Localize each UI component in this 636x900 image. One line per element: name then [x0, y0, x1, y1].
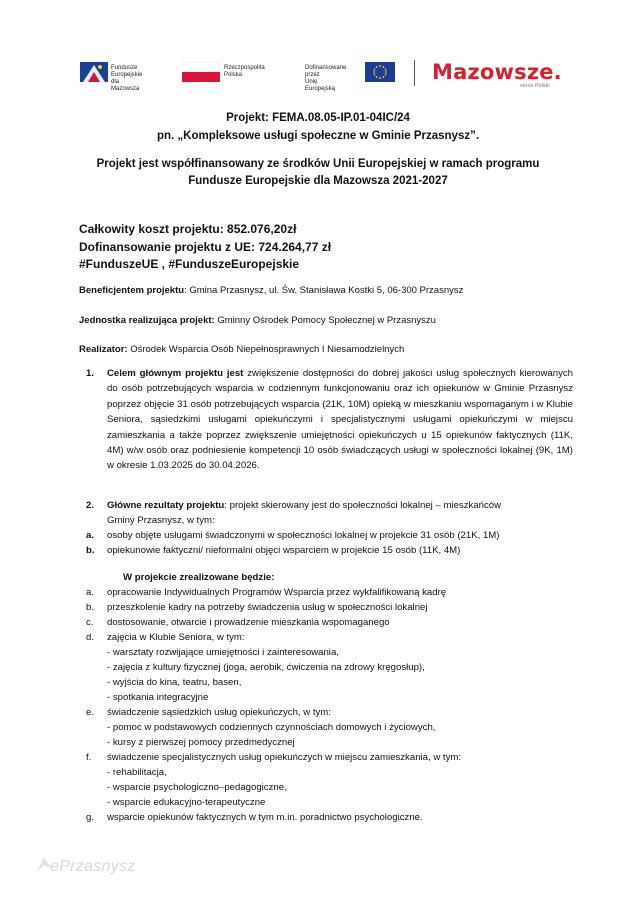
realized-d-sub-4: - spotkania integracyjne	[107, 692, 209, 703]
result-text-a: osoby objęte usługami świadczonymi w społeczności lokalnej w projekcie 31 osób (21K, 1M)	[107, 530, 500, 541]
project-code: Projekt: FEMA.08.05-IP.01-04IC/24	[226, 112, 410, 124]
eu-logo-line1: Dofinansowane przez	[305, 65, 347, 78]
item-1-text: zwiększenie dostępności do dobrej jakości usług społecznych kierowanych do osób potrzebujących wsparcia w codziennym funkcjonowaniu oraz ich opiekunów w Gminie Przasnysz poprzez objęcie 31 osób potrzebujących wsparcia (21K, 10M) opieką w mieszkaniu wspomaganym i w Klubie Seniora, sąsiedzkimi usługami opiekuńczymi i specjalistycznymi usługami opiekuńczymi w miejscu zamieszkania a także poprzez zwiększenie umiejętności opiekuńczych u 15 opiekunów faktycznych (11K, 4M) w/w osób oraz podniesienie kompetencji 10 osób świadczących usługi w społeczności lokalnej (9K, 1M) w okresie 1.03.2025 do 30.04.2026.	[107, 368, 573, 472]
result-text-b: opiekunowie faktyczni/ nieformalni objęci wsparciem w projekcie 15 osób (11K, 4M)	[107, 545, 461, 556]
item-2-label: Główne rezultaty projektu	[107, 500, 225, 511]
realized-marker-g: g.	[86, 812, 95, 823]
realized-marker-d: d.	[86, 632, 95, 643]
fe-emblem-icon	[80, 62, 108, 82]
realized-text-b: przeszkolenie kadry na potrzeby świadczenia usług w społeczności lokalnej	[107, 602, 428, 613]
realized-text-f: świadczenie specjalistycznych usług opiekuńczych w miejscu zamieszkania, w tym:	[107, 752, 462, 763]
realized-f-sub-1: - rehabilitacja,	[107, 767, 167, 778]
eu-funding: Dofinansowanie projektu z UE: 724.264,77 zł	[79, 240, 332, 254]
fe-logo-line1: Fundusze Europejskie	[111, 65, 143, 78]
realized-d-sub-2: - zajęcia z kultury fizycznej (joga, aerobik, ćwiczenia na zdrowy kręgosłup),	[107, 662, 425, 673]
mazowsze-tagline: serce Polski	[520, 83, 550, 89]
rp-logo-line1: Rzeczpospolita	[224, 65, 265, 71]
item-2-number: 2.	[86, 500, 95, 511]
eu-flag-icon	[365, 62, 395, 82]
implementing-unit-row	[79, 315, 579, 326]
item-2-line1: : projekt skierowany jest do społeczności lokalnej – mieszkańców	[224, 500, 502, 511]
fe-logo-line2: dla Mazowsza	[111, 79, 140, 92]
watermark-text: ePrzasnysz	[50, 858, 136, 875]
hashtags: #FunduszeUE , #FunduszeEuropejskie	[79, 257, 300, 271]
item-1-paragraph	[107, 366, 573, 474]
realized-text-g: wsparcie opiekunów faktycznych w tym m.in. poradnictwo psychologiczne.	[107, 812, 423, 823]
realized-e-sub-2: - kursy z pierwszej pomocy przedmedycznej	[107, 737, 295, 748]
eu-logo-line2: Unię Europejską	[305, 79, 336, 92]
realized-text-d: zajęcia w Klubie Seniora, w tym:	[107, 632, 245, 643]
result-marker-b: b.	[86, 545, 95, 556]
beneficiary-row	[79, 285, 579, 296]
implementing-unit-label: Jednostka realizująca projekt:	[79, 315, 215, 326]
result-marker-a: a.	[86, 530, 95, 541]
beneficiary-value: : Gmina Przasnysz, ul. Św. Stanisława Kostki 5, 06-300 Przasnysz	[184, 285, 464, 296]
logo-divider	[414, 60, 415, 86]
cofinancing-line-1: Projekt jest współfinansowany ze środków Unii Europejskiej w ramach programu	[96, 158, 540, 170]
realizator-label: Realizator:	[79, 344, 128, 355]
item-1-label: Celem głównym projektu jest	[107, 368, 244, 379]
realized-marker-e: e.	[86, 707, 95, 718]
realized-heading: W projekcie zrealizowane będzie:	[123, 572, 275, 583]
project-name: pn. „Kompleksowe usługi społeczne w Gminie Przasnysz”.	[156, 130, 480, 142]
realizator-value: Ośrodek Wsparcia Osób Niepełnosprawnych I Niesamodzielnych	[127, 344, 405, 355]
realized-marker-b: b.	[86, 602, 95, 613]
rzeczpospolita-polska-logo	[182, 62, 265, 87]
polish-flag-icon	[182, 62, 220, 82]
realized-text-c: dostosowanie, otwarcie i prowadzenie mieszkania wspomaganego	[107, 617, 390, 628]
realized-d-sub-1: - warsztaty rozwijające umiejętności i zainteresowania,	[107, 647, 339, 658]
realized-marker-c: c.	[86, 617, 94, 628]
mazowsze-logo-text: Mazowsze.	[432, 60, 562, 84]
realized-marker-f: f.	[86, 752, 92, 763]
realized-marker-a: a.	[86, 587, 95, 598]
item-1-number: 1.	[86, 368, 95, 379]
total-cost: Całkowity koszt projektu: 852.076,20zł	[79, 222, 297, 236]
item-2-first-line	[107, 500, 501, 511]
rp-logo-line2: Polska	[224, 72, 243, 78]
realized-text-e: świadczenie sąsiedzkich usług opiekuńczych, w tym:	[107, 707, 331, 718]
item-2-second-line: Gminy Przasnysz, w tym:	[107, 515, 215, 526]
fundusze-europejskie-logo	[80, 62, 143, 92]
realized-e-sub-1: - pomoc w podstawowych codziennych czynnościach domowych i życiowych,	[107, 722, 436, 733]
realized-d-sub-3: - wyjścia do kina, teatru, basen,	[107, 677, 242, 688]
logo-bar	[0, 50, 636, 110]
realized-f-sub-3: - wsparcie edukacyjno-terapeutyczne	[107, 797, 266, 808]
implementing-unit-value: Gminny Ośrodek Pomocy Społecznej w Przasnyszu	[214, 315, 436, 326]
realized-f-sub-2: - wsparcie psychologiczno–pedagogiczne,	[107, 782, 287, 793]
realized-text-a: opracowanie Indywidualnych Programów Wsparcia przez wykfalifikowaną kadrę	[107, 587, 447, 598]
realizator-row	[79, 344, 579, 355]
cofinancing-line-2: Fundusze Europejskie dla Mazowsza 2021-2027	[188, 175, 448, 187]
beneficiary-label: Beneficjentem projektu	[79, 285, 185, 296]
